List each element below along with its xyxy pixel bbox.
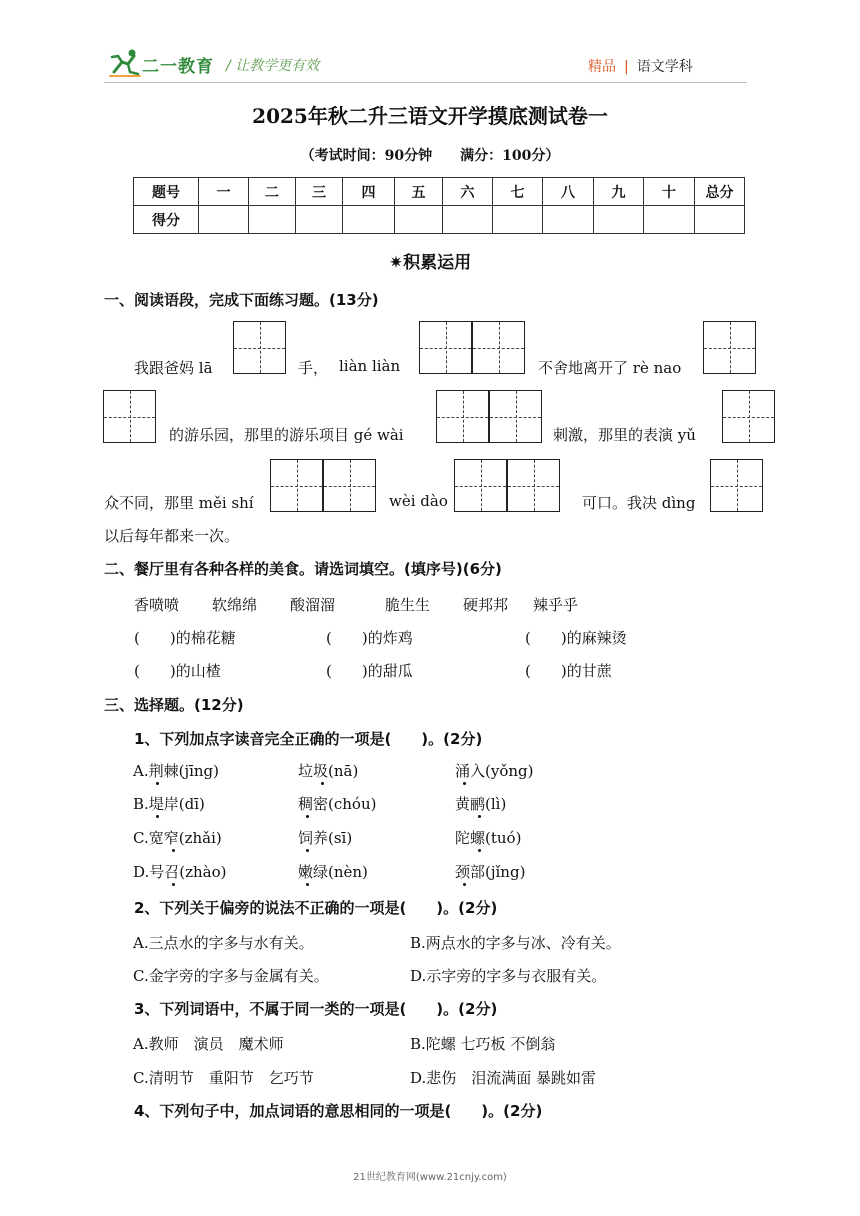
q2-blank[interactable]: ( )的棉花糖 [134, 629, 236, 647]
tianzige-box[interactable] [722, 390, 775, 443]
q1-line1-d: 不舍地离开了 rè nao [538, 359, 682, 377]
score-header-cell: 七 [493, 178, 543, 206]
q2-blank[interactable]: ( )的甘蔗 [525, 662, 612, 680]
q3-s1-option: 黄鹂(lì) [455, 795, 507, 813]
score-cell[interactable] [543, 206, 594, 234]
q1-line2-b: 刺激，那里的表演 yǔ [553, 426, 696, 444]
q3-s1-option: 涌入(yǒng) [455, 762, 534, 780]
emphasis-dot [306, 815, 309, 818]
score-header-cell: 八 [543, 178, 594, 206]
score-cell[interactable] [395, 206, 443, 234]
emphasis-dot [172, 849, 175, 852]
header-divider [104, 82, 747, 83]
score-cell[interactable] [493, 206, 543, 234]
tianzige-box[interactable] [507, 459, 560, 512]
q3-s1-option: 嫩绿(nèn) [298, 863, 368, 881]
score-row-label: 得分 [134, 206, 199, 234]
emphasis-dot [478, 849, 481, 852]
q2-blank[interactable]: ( )的麻辣烫 [525, 629, 627, 647]
q1-title: 一、阅读语段，完成下面练习题。(13分) [104, 291, 379, 309]
q3-title: 三、选择题。(12分) [104, 696, 244, 714]
q3-s2-option: A.三点水的字多与水有关。 [133, 934, 314, 952]
q3-s4-title: 4、下列句子中，加点词语的意思相同的一项是( )。(2分) [134, 1102, 543, 1120]
tianzige-box[interactable] [472, 321, 525, 374]
emphasis-dot [463, 782, 466, 785]
tianzige-box[interactable] [323, 459, 376, 512]
q3-s3-option: D.悲伤 泪流满面 暴跳如雷 [410, 1069, 597, 1087]
q1-line1-a: 我跟爸妈 lā [134, 359, 213, 377]
score-cell[interactable] [199, 206, 249, 234]
emphasis-dot [172, 883, 175, 886]
emphasis-dot [321, 782, 324, 785]
score-header-cell: 二 [249, 178, 296, 206]
q3-s1-option: C.宽窄(zhǎi) [133, 829, 222, 847]
score-header-cell: 四 [343, 178, 395, 206]
q1-line3-c: 可口。我决 dìng [582, 494, 696, 512]
score-header-cell: 五 [395, 178, 443, 206]
q3-s1-option: 稠密(chóu) [298, 795, 377, 813]
q3-s1-option: D.号召(zhào) [133, 863, 227, 881]
q3-s2-title: 2、下列关于偏旁的说法不正确的一项是( )。(2分) [134, 899, 498, 917]
q2-word: 脆生生 [385, 596, 431, 614]
emphasis-dot [463, 883, 466, 886]
q1-line3-b: wèi dào [389, 492, 448, 510]
q2-title: 二、餐厅里有各种各样的美食。请选词填空。(填序号)(6分) [104, 560, 502, 578]
q3-s1-option: 垃圾(nā) [298, 762, 359, 780]
q2-blank[interactable]: ( )的山楂 [134, 662, 221, 680]
tianzige-box[interactable] [233, 321, 286, 374]
q2-word: 辣乎乎 [533, 596, 579, 614]
q1-line1-c: liàn liàn [339, 357, 401, 375]
score-cell[interactable] [249, 206, 296, 234]
score-header-cell: 九 [594, 178, 644, 206]
emphasis-dot [306, 883, 309, 886]
score-header-cell: 总分 [695, 178, 745, 206]
emphasis-dot [306, 849, 309, 852]
score-cell[interactable] [644, 206, 695, 234]
q3-s2-option: D.示字旁的字多与衣服有关。 [410, 967, 607, 985]
q2-blank[interactable]: ( )的甜瓜 [326, 662, 413, 680]
q1-line4: 以后每年都来一次。 [104, 527, 240, 545]
q2-word: 软绵绵 [212, 596, 258, 614]
q3-s3-option: B.陀螺 七巧板 不倒翁 [410, 1035, 556, 1053]
tianzige-box[interactable] [703, 321, 756, 374]
score-cell[interactable] [296, 206, 343, 234]
q1-line2-a: 的游乐园，那里的游乐项目 gé wài [169, 426, 404, 444]
q3-s3-title: 3、下列词语中，不属于同一类的一项是( )。(2分) [134, 1000, 498, 1018]
q2-word: 硬邦邦 [463, 596, 509, 614]
score-header-cell: 三 [296, 178, 343, 206]
q2-word: 香喷喷 [134, 596, 180, 614]
tianzige-box[interactable] [489, 390, 542, 443]
emphasis-dot [156, 815, 159, 818]
q3-s1-option: A.荆棘(jīng) [133, 762, 220, 780]
tag-premium: 精品 [588, 59, 616, 75]
q2-blank[interactable]: ( )的炸鸡 [326, 629, 413, 647]
section-title: ✷积累运用 [388, 253, 472, 273]
score-cell[interactable] [695, 206, 745, 234]
score-table-header-row [134, 178, 745, 206]
tianzige-box[interactable] [710, 459, 763, 512]
tianzige-box[interactable] [436, 390, 489, 443]
q3-s2-option: C.金字旁的字多与金属有关。 [133, 967, 329, 985]
header-slogan: / 让教学更有效 [226, 58, 320, 74]
tianzige-box[interactable] [419, 321, 472, 374]
q3-s3-option: C.清明节 重阳节 乞巧节 [133, 1069, 314, 1087]
exam-title: 2025年秋二升三语文开学摸底测试卷一 [252, 104, 608, 128]
q3-s1-title: 1、下列加点字读音完全正确的一项是( )。(2分) [134, 730, 483, 748]
tianzige-box[interactable] [454, 459, 507, 512]
score-header-cell: 六 [443, 178, 493, 206]
score-cell[interactable] [594, 206, 644, 234]
q3-s2-option: B.两点水的字多与冰、冷有关。 [410, 934, 621, 952]
tag-separator: | [624, 59, 629, 75]
q3-s1-option: B.堤岸(dī) [133, 795, 205, 813]
exam-subtitle: （考试时间：90分钟 满分：100分） [300, 148, 560, 164]
emphasis-dot [478, 815, 481, 818]
emphasis-dot [156, 782, 159, 785]
q3-s3-option: A.教师 演员 魔术师 [133, 1035, 284, 1053]
score-cell[interactable] [343, 206, 395, 234]
q3-s1-option: 饲养(sī) [298, 829, 353, 847]
score-header-cell: 十 [644, 178, 695, 206]
tianzige-box[interactable] [103, 390, 156, 443]
score-cell[interactable] [443, 206, 493, 234]
q1-line1-b: 手， [298, 359, 329, 377]
tag-subject: 语文学科 [636, 59, 693, 75]
q3-s1-option: 陀螺(tuó) [455, 829, 522, 847]
score-table [133, 177, 745, 234]
page-footer: 21世纪教育网(www.21cnjy.com) [353, 1172, 507, 1183]
score-header-cell: 一 [199, 178, 249, 206]
score-header-cell: 题号 [134, 178, 199, 206]
q3-s1-option: 颈部(jǐng) [455, 863, 526, 881]
header-tags [588, 56, 693, 76]
tianzige-box[interactable] [270, 459, 323, 512]
score-table-score-row [134, 206, 745, 234]
q2-word: 酸溜溜 [290, 596, 336, 614]
logo-text: 二一教育 [142, 57, 214, 77]
q1-line3-a: 众不同，那里 měi shí [104, 494, 254, 512]
